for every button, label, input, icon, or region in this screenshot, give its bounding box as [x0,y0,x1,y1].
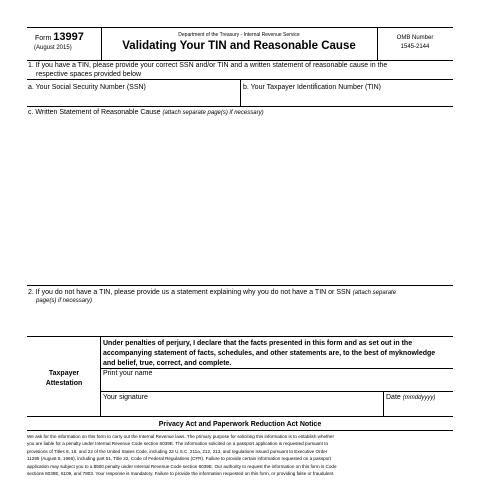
divider [27,336,453,337]
divider [27,106,453,107]
tin-label: b. Your Taxpayer Identification Number (TIN) [243,84,381,91]
form-header [27,27,453,61]
divider [100,368,453,369]
privacy-line: 11295 (August 5, 1966), including part 51, Title 22, Code of Federal Regulations (CFR). Failure to provide certain information requested on a passport [27,456,332,462]
privacy-line: sections 6039E, 6109, and 7803. Your response is mandatory. Failure to provide the information requested on this form, or providing false or fraudulent [27,471,334,477]
perjury-statement: Under penalties of perjury, I declare that the facts presented in this form and as set out in the accompanying statement of facts, schedules, and other statements are, to the best of myknowledge and belief, true, correct, and complete. [103,340,436,367]
form-title: Validating Your TIN and Reasonable Cause [122,40,356,52]
section1-instruction: 1. If you have a TIN, please provide your correct SSN and/or TIN and a written statement of reasonable cause in the [28,62,388,69]
ssn-input[interactable] [28,93,238,105]
divider [27,430,453,431]
tin-input[interactable] [243,93,451,105]
taxpayer-attestation-label: Taxpayer Attestation [45,370,83,387]
statement-label: c. Written Statement of Reasonable Cause (attach separate page(s) if necessary) [28,109,264,116]
privacy-line: We ask for the information on this form to carry out the Internal Revenue laws. The primary purpose for soliciting this information is to establish whether [27,434,334,439]
privacy-notice-body [27,433,453,479]
title-box [101,28,378,60]
date-label: Date (mmddyyyy) [386,394,436,401]
privacy-line: provisions of Titles 8, 18, and 22 of the United States Code, including 22 U.S.C. 211a, 212, 213, and regulations issued pursuant to Executive Order [27,448,328,454]
divider [100,391,453,392]
section2-instruction-note: page(s) if necessary) [36,298,93,304]
omb-box [377,28,453,60]
signature-label: Your signature [103,394,148,401]
no-tin-statement-area[interactable] [28,307,452,334]
form-id-box [27,28,102,60]
privacy-notice-title: Privacy Act and Paperwork Reduction Act Notice [158,421,322,428]
print-name-label: Print your name [103,370,153,377]
form-13997 [27,27,453,480]
privacy-line: you are liable for a penalty under Internal Revenue Code section 6039E. The information solicited on a passport application is requested pursuant to [27,441,328,447]
date-divider [383,391,384,416]
revision-date: (August 2015) [34,45,72,51]
section2-instruction: 2. If you do not have a TIN, please provide us a statement explaining why you do not have a TIN or SSN (attach separate [28,289,397,296]
section1-instruction-cont: respective spaces provided below [36,71,142,78]
field-divider [240,79,241,106]
reasonable-cause-statement-area[interactable] [28,119,452,284]
form-number: Form 13997 [35,31,84,43]
divider [27,285,453,286]
privacy-line: application may subject you to a $500 penalty under Internal Revenue Code section 6039E. Our authority to request the information on this form is Code [27,463,337,469]
print-name-input[interactable] [103,379,451,390]
signature-input[interactable] [103,403,381,415]
date-input[interactable] [386,403,452,415]
department-name: Department of the Treasury - Internal Revenue Service [178,32,300,38]
ssn-label: a. Your Social Security Number (SSN) [28,84,146,91]
omb-number: OMB Number 1545-2144 [396,35,434,50]
divider [27,416,453,417]
